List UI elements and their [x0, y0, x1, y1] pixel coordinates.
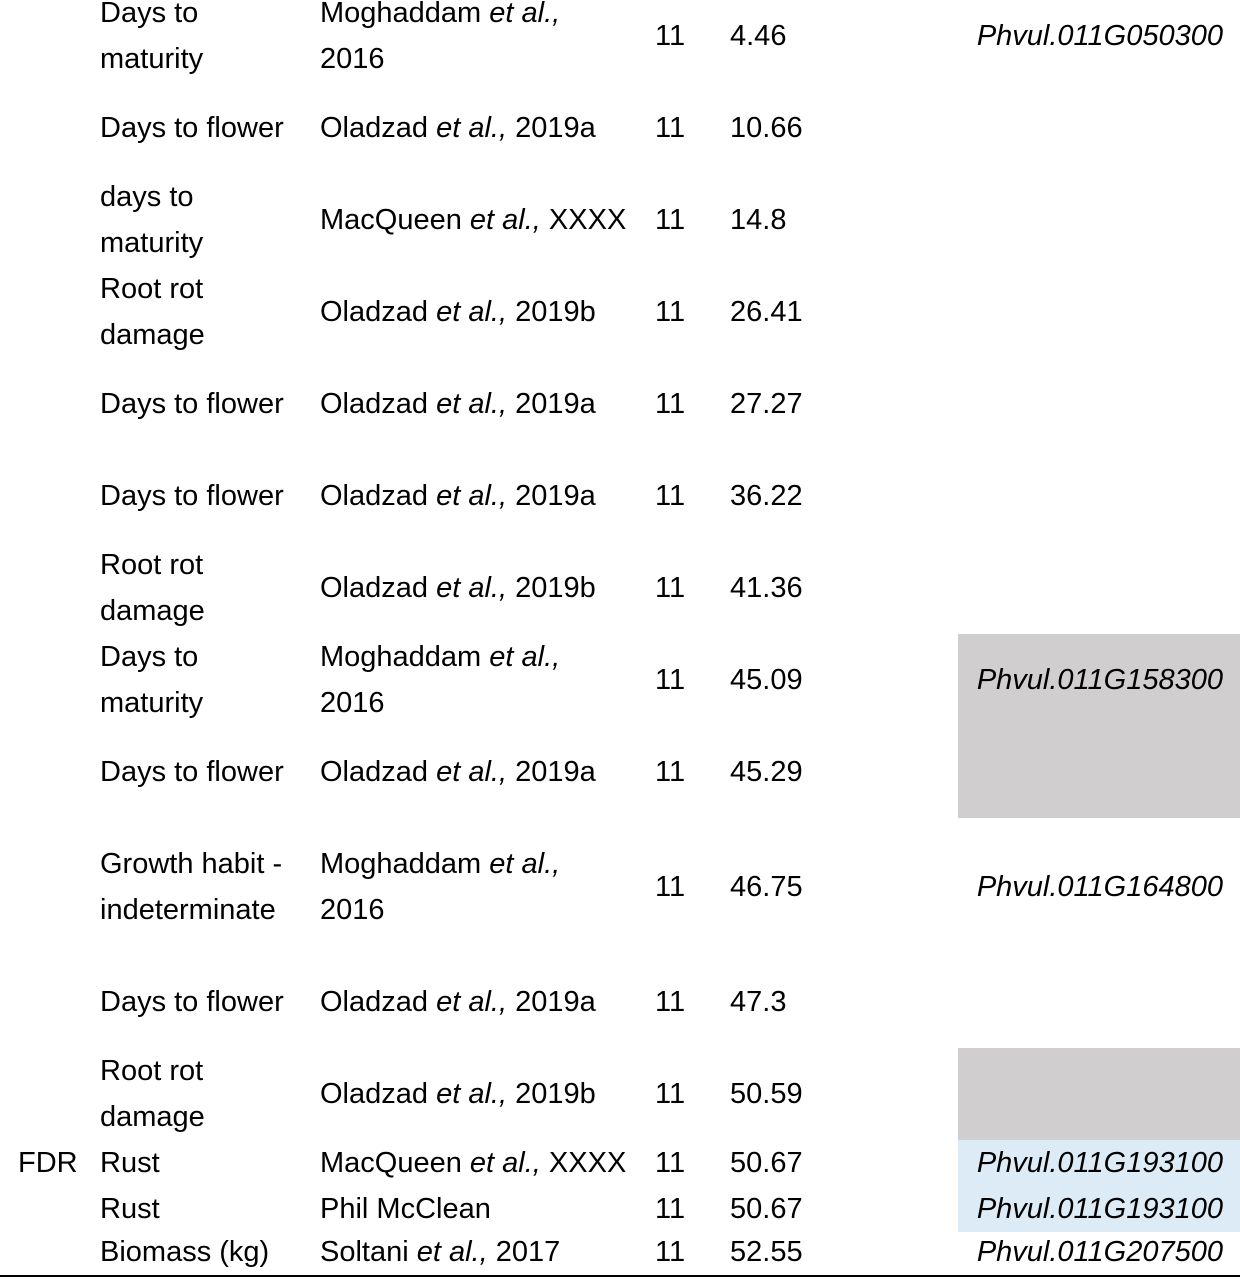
gene-cell — [958, 1140, 1240, 1186]
table-row — [0, 1048, 1240, 1140]
trait-cell — [100, 542, 315, 634]
chromosome-cell — [655, 542, 725, 634]
reference-author: MacQueen — [320, 204, 462, 236]
reference-year: 2019b — [515, 296, 596, 328]
trait-cell — [100, 818, 315, 956]
position-cell — [730, 266, 950, 358]
reference-year: 2019a — [515, 480, 596, 512]
reference-author: MacQueen — [320, 1147, 462, 1179]
chromosome-cell — [655, 174, 725, 266]
reference-text — [320, 1186, 491, 1232]
trait-cell-text: Days to maturity — [100, 0, 204, 75]
gene-cell-text: Phvul.011G193100 — [976, 1147, 1223, 1179]
reference-cell — [320, 1232, 650, 1272]
reference-text — [320, 1071, 596, 1117]
table-row — [0, 266, 1240, 358]
position-cell-text: 45.29 — [730, 756, 803, 788]
reference-etal: et al., — [416, 1236, 488, 1268]
table-row — [0, 1232, 1240, 1272]
position-cell-text: 50.67 — [730, 1147, 803, 1179]
reference-cell — [320, 174, 650, 266]
position-cell — [730, 1048, 950, 1140]
table-row — [0, 542, 1240, 634]
gene-cell — [958, 266, 1240, 358]
gene-cell-text: Phvul.011G158300 — [976, 664, 1223, 696]
trait-cell-text: Growth habit - indeterminate — [100, 848, 283, 926]
position-cell — [730, 82, 950, 174]
reference-cell — [320, 82, 650, 174]
position-cell-text: 26.41 — [730, 296, 803, 328]
gene-cell-text: Phvul.011G193100 — [976, 1193, 1223, 1225]
position-cell-text: 41.36 — [730, 572, 803, 604]
reference-text — [320, 979, 596, 1025]
table-row — [0, 358, 1240, 450]
trait-cell — [100, 1048, 315, 1140]
trait-cell-text: Root rot damage — [100, 273, 205, 351]
group-cell — [18, 726, 98, 818]
gene-cell-text: Phvul.011G207500 — [976, 1236, 1223, 1268]
table-row — [0, 726, 1240, 818]
position-cell-text: 45.09 — [730, 664, 803, 696]
chromosome-cell-text: 11 — [655, 1236, 686, 1268]
reference-text — [320, 841, 590, 933]
trait-cell — [100, 726, 315, 818]
group-cell — [18, 1140, 98, 1186]
reference-text — [320, 105, 596, 151]
chromosome-cell — [655, 358, 725, 450]
reference-cell — [320, 266, 650, 358]
reference-etal: et al., — [436, 388, 508, 420]
reference-text — [320, 565, 596, 611]
group-cell-text: FDR — [18, 1147, 78, 1179]
group-cell — [18, 1232, 98, 1272]
gene-cell — [958, 1232, 1240, 1272]
trait-cell-text: Days to flower — [100, 388, 284, 420]
reference-author: Oladzad — [320, 112, 429, 144]
trait-cell-text: Days to flower — [100, 112, 284, 144]
reference-author: Moghaddam — [320, 641, 482, 673]
reference-text — [320, 197, 626, 243]
reference-cell — [320, 634, 650, 726]
trait-cell-text: Rust — [100, 1147, 160, 1179]
table-row — [0, 450, 1240, 542]
table-row — [0, 174, 1240, 266]
trait-cell — [100, 174, 315, 266]
gene-cell — [958, 1186, 1240, 1232]
reference-cell — [320, 726, 650, 818]
reference-text — [320, 0, 590, 82]
reference-author: Oladzad — [320, 986, 429, 1018]
table-row — [0, 634, 1240, 726]
position-cell-text: 10.66 — [730, 112, 803, 144]
trait-cell — [100, 358, 315, 450]
reference-year: 2017 — [495, 1236, 561, 1268]
reference-year: 2019a — [515, 112, 596, 144]
gene-cell — [958, 956, 1240, 1048]
reference-year: 2019b — [515, 572, 596, 604]
gene-cell — [958, 174, 1240, 266]
reference-cell — [320, 1186, 650, 1232]
reference-cell — [320, 450, 650, 542]
trait-cell — [100, 1140, 315, 1186]
gene-cell — [958, 450, 1240, 542]
chromosome-cell-text: 11 — [655, 20, 686, 52]
chromosome-cell — [655, 82, 725, 174]
reference-etal: et al., — [436, 112, 508, 144]
group-cell — [18, 266, 98, 358]
group-cell — [18, 0, 98, 82]
trait-cell-text: Days to flower — [100, 756, 284, 788]
trait-cell-text: Rust — [100, 1193, 160, 1225]
reference-author: Phil McClean — [320, 1193, 491, 1225]
trait-cell-text: Root rot damage — [100, 549, 205, 627]
position-cell-text: 46.75 — [730, 871, 803, 903]
reference-text — [320, 634, 590, 726]
reference-etal: et al., — [436, 572, 508, 604]
position-cell — [730, 542, 950, 634]
reference-etal: et al., — [436, 296, 508, 328]
position-cell-text: 50.67 — [730, 1193, 803, 1225]
reference-text — [320, 1140, 626, 1186]
table-row — [0, 1186, 1240, 1232]
chromosome-cell-text: 11 — [655, 572, 686, 604]
trait-cell — [100, 1232, 315, 1272]
gene-cell — [958, 358, 1240, 450]
gene-cell — [958, 726, 1240, 818]
reference-author: Soltani — [320, 1236, 409, 1268]
position-cell — [730, 726, 950, 818]
chromosome-cell — [655, 450, 725, 542]
reference-text — [320, 381, 596, 427]
position-cell-text: 50.59 — [730, 1078, 803, 1110]
reference-text — [320, 473, 596, 519]
reference-etal: et al., — [469, 204, 541, 236]
trait-cell-text: Days to flower — [100, 986, 284, 1018]
trait-cell — [100, 450, 315, 542]
chromosome-cell-text: 11 — [655, 871, 686, 903]
reference-year: 2019a — [515, 388, 596, 420]
chromosome-cell-text: 11 — [655, 986, 686, 1018]
chromosome-cell — [655, 818, 725, 956]
trait-cell — [100, 634, 315, 726]
position-cell — [730, 358, 950, 450]
chromosome-cell — [655, 956, 725, 1048]
chromosome-cell-text: 11 — [655, 664, 686, 696]
trait-cell-text: Biomass (kg) — [100, 1236, 270, 1268]
chromosome-cell — [655, 0, 725, 82]
reference-etal: et al., — [489, 641, 561, 673]
chromosome-cell-text: 11 — [655, 1078, 686, 1110]
group-cell — [18, 82, 98, 174]
position-cell-text: 14.8 — [730, 204, 787, 236]
group-cell — [18, 1186, 98, 1232]
reference-year: 2019a — [515, 756, 596, 788]
reference-author: Moghaddam — [320, 848, 482, 880]
group-cell — [18, 542, 98, 634]
chromosome-cell-text: 11 — [655, 296, 686, 328]
trait-cell — [100, 0, 315, 82]
trait-cell — [100, 266, 315, 358]
reference-year: XXXX — [548, 204, 627, 236]
reference-cell — [320, 1048, 650, 1140]
chromosome-cell — [655, 1140, 725, 1186]
reference-cell — [320, 358, 650, 450]
reference-author: Oladzad — [320, 388, 429, 420]
gene-cell — [958, 82, 1240, 174]
reference-author: Oladzad — [320, 296, 429, 328]
gene-cell-text: Phvul.011G164800 — [976, 871, 1223, 903]
gene-cell — [958, 0, 1240, 82]
trait-cell-text: Days to flower — [100, 480, 284, 512]
reference-cell — [320, 818, 650, 956]
position-cell — [730, 818, 950, 956]
position-cell — [730, 0, 950, 82]
chromosome-cell-text: 11 — [655, 756, 686, 788]
reference-text — [320, 749, 596, 795]
position-cell-text: 36.22 — [730, 480, 803, 512]
chromosome-cell — [655, 726, 725, 818]
reference-etal: et al., — [469, 1147, 541, 1179]
reference-year: 2019b — [515, 1078, 596, 1110]
trait-cell-text: Root rot damage — [100, 1055, 205, 1133]
chromosome-cell-text: 11 — [655, 480, 686, 512]
reference-etal: et al., — [436, 756, 508, 788]
chromosome-cell — [655, 1048, 725, 1140]
reference-etal: et al., — [489, 0, 561, 29]
table-row — [0, 0, 1240, 82]
trait-cell — [100, 1186, 315, 1232]
reference-text — [320, 1229, 560, 1275]
group-cell — [18, 1048, 98, 1140]
table-row — [0, 818, 1240, 956]
table-row — [0, 956, 1240, 1048]
trait-cell-text: days to maturity — [100, 181, 204, 259]
table-row — [0, 1140, 1240, 1186]
trait-cell — [100, 956, 315, 1048]
chromosome-cell-text: 11 — [655, 204, 686, 236]
position-cell-text: 47.3 — [730, 986, 787, 1018]
reference-author: Oladzad — [320, 480, 429, 512]
gene-cell — [958, 542, 1240, 634]
group-cell — [18, 634, 98, 726]
position-cell — [730, 174, 950, 266]
position-cell — [730, 1232, 950, 1272]
reference-year: 2016 — [320, 687, 385, 719]
reference-etal: et al., — [436, 1078, 508, 1110]
chromosome-cell — [655, 266, 725, 358]
table-row — [0, 82, 1240, 174]
position-cell-text: 27.27 — [730, 388, 803, 420]
reference-author: Oladzad — [320, 572, 429, 604]
reference-cell — [320, 956, 650, 1048]
gene-cell-text: Phvul.011G050300 — [976, 20, 1223, 52]
gene-cell — [958, 1048, 1240, 1140]
chromosome-cell-text: 11 — [655, 112, 686, 144]
trait-cell — [100, 82, 315, 174]
position-cell — [730, 956, 950, 1048]
reference-author: Moghaddam — [320, 0, 482, 29]
trait-cell-text: Days to maturity — [100, 641, 204, 719]
position-cell — [730, 1140, 950, 1186]
reference-year: XXXX — [548, 1147, 627, 1179]
position-cell-text: 52.55 — [730, 1236, 803, 1268]
position-cell — [730, 1186, 950, 1232]
chromosome-cell — [655, 1232, 725, 1272]
chromosome-cell-text: 11 — [655, 1193, 686, 1225]
group-cell — [18, 358, 98, 450]
gene-cell — [958, 818, 1240, 956]
reference-etal: et al., — [489, 848, 561, 880]
group-cell — [18, 956, 98, 1048]
gene-cell — [958, 634, 1240, 726]
chromosome-cell — [655, 1186, 725, 1232]
reference-year: 2019a — [515, 986, 596, 1018]
chromosome-cell — [655, 634, 725, 726]
reference-etal: et al., — [436, 986, 508, 1018]
group-cell — [18, 174, 98, 266]
reference-author: Oladzad — [320, 1078, 429, 1110]
reference-text — [320, 289, 596, 335]
reference-etal: et al., — [436, 480, 508, 512]
reference-cell — [320, 542, 650, 634]
reference-cell — [320, 1140, 650, 1186]
reference-year: 2016 — [320, 894, 385, 926]
group-cell — [18, 450, 98, 542]
bottom-rule — [0, 1275, 1240, 1277]
position-cell — [730, 450, 950, 542]
reference-year: 2016 — [320, 43, 385, 75]
chromosome-cell-text: 11 — [655, 1147, 686, 1179]
position-cell-text: 4.46 — [730, 20, 787, 52]
position-cell — [730, 634, 950, 726]
reference-cell — [320, 0, 650, 82]
reference-author: Oladzad — [320, 756, 429, 788]
chromosome-cell-text: 11 — [655, 388, 686, 420]
group-cell — [18, 818, 98, 956]
